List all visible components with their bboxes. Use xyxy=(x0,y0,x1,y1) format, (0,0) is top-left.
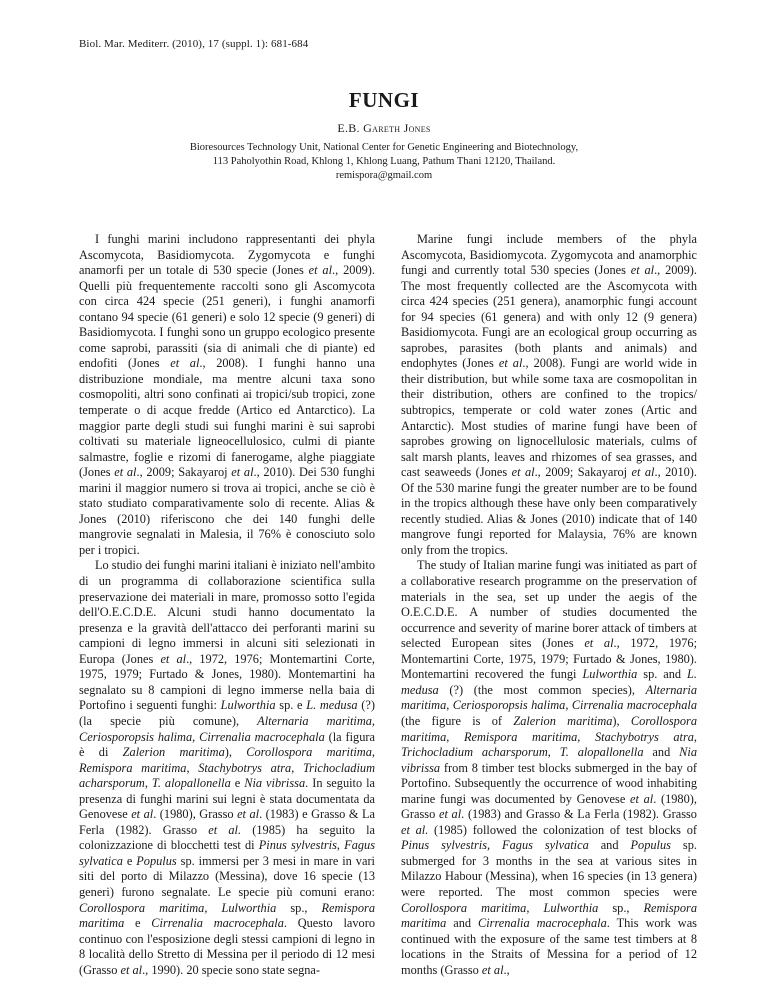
italian-paragraph-2 xyxy=(79,558,375,978)
italic-term: Pinus sylvestris, Fagus sylvatica xyxy=(401,838,589,853)
italic-term: Alternaria maritima xyxy=(401,682,697,713)
italic-term: Lulworthia xyxy=(582,667,638,682)
text-run: e xyxy=(230,776,245,791)
text-run: , xyxy=(371,745,375,760)
italic-term: et al xyxy=(308,263,333,278)
text-run: (la figura è di xyxy=(79,729,375,760)
italic-term: Cirrenalia macrocephala xyxy=(199,729,325,744)
italic-term: et al xyxy=(630,791,654,806)
italic-term: Remispora maritima xyxy=(463,729,578,744)
text-run: ., 2009; Sakayaroj xyxy=(534,465,632,480)
italic-term: et al xyxy=(498,356,523,371)
italic-term: Stachybotrys atra xyxy=(594,729,694,744)
text-run: (the figure is of xyxy=(401,713,514,728)
italic-term: L. medusa xyxy=(401,667,697,697)
text-run: Marine fungi include members of the phyla Ascomycota, Basidiomycota. Zygomycota and anamorphic fungi and currently total 530 species (Jones xyxy=(401,232,697,278)
italic-term: Cirrenalia macrocephala xyxy=(151,916,284,931)
author-line xyxy=(0,121,768,136)
text-run: (?) (la specie più comune), xyxy=(79,698,375,728)
text-run: from 8 timber test blocks submerged in the bay of Portofino. Subsequently the occurrence of wood inhabiting marine fungi was documented by Genovese xyxy=(401,760,697,806)
text-run: , xyxy=(693,729,698,744)
text-run: , xyxy=(186,760,199,775)
italic-term: Nia vibrissa xyxy=(401,745,698,775)
italic-term: Fagus sylvatica xyxy=(79,838,376,868)
italic-term: T. alopallonella xyxy=(151,776,231,791)
author-initials: E.B. xyxy=(337,121,360,135)
text-run: ., 2008). I funghi hanno una distribuzione mondiale, ma mentre alcuni taxa sono cosmopoliti, altri sono confinati ai tropici/sub tropici, zone temperate o di acque fredde (Artico ed Antarctico). La maggior parte degli studi sui funghi marini è sui saprobi coltivati su materiale ligneocellulosico, culmi di piante salmastre, foglie e rizomi di fanerogame, alghe piaggiate (Jones xyxy=(79,356,375,480)
text-run: . (1983) e Grasso & La Ferla (1982). Grasso xyxy=(79,807,375,837)
text-run: ., 2009). Quelli più frequentemente raccolti sono gli Ascomycota con circa 424 specie (251 generi), i funghi anamorfi contano 94 specie (61 generi) e solo 12 specie (9 generi) di Basidiomycota. I funghi sono un gruppo ecologico presente come saprobi, parassiti (sia di animali che di piante) ed endofiti (Jones xyxy=(79,263,375,371)
text-run: , xyxy=(371,713,376,728)
english-column xyxy=(401,232,697,978)
italic-term: Corollospora maritima xyxy=(401,900,527,915)
italic-term: Remispora maritima xyxy=(401,900,697,931)
text-run: . (1980), Grasso xyxy=(153,807,238,822)
italic-term: Remispora maritima xyxy=(79,760,187,775)
text-run: sp. e xyxy=(275,698,307,713)
italic-term: et al. xyxy=(401,822,429,837)
text-run: , xyxy=(526,900,544,915)
text-run: ., xyxy=(503,962,510,977)
italic-term: et al xyxy=(120,962,143,977)
italic-term: T. alopallonella xyxy=(559,745,644,760)
text-run: sp., xyxy=(598,900,644,915)
text-run: I funghi marini includono rappresentanti dei phyla Ascomycota, Basidiomycota. Zygomycota e funghi anamorfi per un totale di 530 specie (Jones xyxy=(79,232,375,278)
text-run: sp. and xyxy=(637,667,688,682)
italic-term: L. medusa xyxy=(306,698,358,713)
italic-term: et al xyxy=(481,962,504,977)
english-paragraph-2 xyxy=(401,558,697,978)
italic-term: Stachybotrys atra xyxy=(198,760,292,775)
italic-term: Corollospora maritima xyxy=(401,713,697,744)
text-run: Lo studio dei funghi marini italiani è iniziato nell'ambito di un programma di collaborazione scientifica sulla preservazione dei materiali in mare, promosso sotto l'egida dell'O.E.C.D.E. Alcuni studi hanno documentato la presenza e la gravità dell'attacco dei perforanti marini su campioni di legno immersi in alcuni siti selezionati in Europa (Jones xyxy=(79,558,375,666)
text-run: . This work was continued with the exposure of the same test timbers at 8 locations in the Straits of Messina for a period of 12 months (Grasso xyxy=(401,916,697,977)
english-paragraph-1 xyxy=(401,232,697,558)
author-email: remispora@gmail.com xyxy=(335,170,433,181)
italic-term: Trichocladium acharsporum xyxy=(401,745,548,760)
italic-term: et al xyxy=(511,465,535,480)
text-run: , xyxy=(565,698,572,713)
text-run: e xyxy=(124,916,152,931)
text-run: ., 2009). The most frequently collected are the Ascomycota with circa 424 species (251 genera), anamorphic fungi account for 94 species (61 genera) and with only 12 (9 genera) Basidiomycota. Fungi are an ecological group occurring as saprobes, parasites (both plants and animals) and endophytes (Jones xyxy=(401,263,697,371)
text-run: and xyxy=(643,745,680,760)
italic-term: et al xyxy=(631,465,655,480)
italic-term: Zalerion maritima xyxy=(122,745,225,760)
italic-term: Ceriosporopsis halima xyxy=(452,698,566,713)
text-run: , xyxy=(204,900,222,915)
text-run: and xyxy=(588,838,631,853)
text-run: ), xyxy=(612,713,631,728)
text-run: ., 1990). 20 specie sono state segna- xyxy=(142,962,321,977)
italic-term: Alternaria maritima xyxy=(257,713,372,728)
italic-term: Lulworthia xyxy=(220,698,276,713)
italic-term: Trichocladium acharsporum xyxy=(79,760,375,791)
italic-term: et al xyxy=(131,807,154,822)
italic-term: Zalerion maritima xyxy=(513,713,613,728)
text-run: , xyxy=(547,745,560,760)
text-run: e xyxy=(122,853,137,868)
text-run: . Questo lavoro continuo con l'esposizione degli stessi campioni di legno in 8 località dello Stretto di Messina per il periodo di 12 mesi (Grasso xyxy=(79,916,375,977)
text-run: ., 2010). Dei 530 funghi marini il maggior numero si trova ai tropici, anche se ciò è stato studiato comparativamente solo di recente. Alias & Jones (2010) riferiscono che dei 140 funghi delle mangrovie segnalati in Malesia, il 76% è conosciuto solo per i tropici. xyxy=(79,465,376,557)
text-run: ., 2008). Fungi are world wide in their distribution, but while some taxa are cosmopolitan in their distribution, others are confined to the tropics/ subtropics, temperate or cold water zones (Artic and Antarctic). Most studies of marine fungi have been of saprobes growing on lignocellulosic materials, culms of salt marsh plants, leaves and rhizomes of sea grasses, and cast seaweeds (Jones xyxy=(401,356,698,480)
italic-term: Nia vibrissa xyxy=(244,776,306,791)
text-run: sp. submerged for 3 months in the sea at various sites in Milazzo Habour (Messina), when 16 species (in 13 genera) were reported. The most common species were xyxy=(401,838,697,899)
text-run: , xyxy=(291,760,303,775)
italic-term: Lulworthia xyxy=(221,900,277,915)
text-run: , xyxy=(446,698,453,713)
italic-term: et al xyxy=(170,356,200,371)
italic-term: et al xyxy=(160,651,187,666)
text-run: ., 2010). Of the 530 marine fungi the greater number are to be found in the tropics although these have only been comparatively recently studied. Alias & Jones (2010) indicate that of 140 mangrove fungi reported for Malaysia, 76% are known only from the tropics. xyxy=(401,465,697,557)
text-run: . In seguito la presenza di funghi marini sui legni è stata documentata da Genovese xyxy=(79,776,376,822)
author-name: Gareth Jones xyxy=(363,121,431,135)
italic-term: Lulworthia xyxy=(543,900,599,915)
italic-term: et al. xyxy=(208,822,242,837)
text-run: (1985) followed the colonization of test blocks of xyxy=(428,822,697,837)
text-run: , xyxy=(577,729,595,744)
text-run: and xyxy=(446,916,478,931)
italic-term: Corollospora maritima xyxy=(79,900,205,915)
text-run: ., 1972, 1976; Montemartini Corte, 1975, 1979; Furtado & Jones, 1980). Montemartini ha segnalato su 8 campioni di legno immerse nella baia di Portofino i seguenti funghi: xyxy=(79,651,376,713)
italic-term: et al xyxy=(584,636,614,651)
text-run: , xyxy=(144,776,152,791)
italic-term: Cirrenalia macrocephala xyxy=(571,698,697,713)
text-run: (?) (the most common species), xyxy=(438,682,646,697)
article-title: FUNGI xyxy=(348,88,420,112)
text-run: (1985) ha seguito la colonizzazione di blocchetti test di xyxy=(79,822,375,853)
italic-term: et al xyxy=(231,465,254,480)
italian-paragraph-1 xyxy=(79,232,375,558)
text-run: , xyxy=(336,838,345,853)
italic-term: et al xyxy=(630,263,655,278)
italian-column xyxy=(79,232,375,978)
italic-term: Populus xyxy=(136,853,177,868)
italic-term: Remispora maritima xyxy=(79,900,375,931)
text-run: , xyxy=(192,729,200,744)
text-run: sp., xyxy=(276,900,322,915)
italic-term: et al xyxy=(237,807,260,822)
running-head: Biol. Mar. Mediterr. (2010), 17 (suppl. 1): 681-684 xyxy=(79,38,309,50)
text-run: . (1983) and Grasso & La Ferla (1982). Grasso xyxy=(461,807,697,822)
italic-term: Ceriosporopsis halima xyxy=(79,729,193,744)
italic-term: Populus xyxy=(630,838,671,853)
text-run: ., 1972, 1976; Montemartini Corte, 1975, 1979; Furtado & Jones, 1980). Montemartini recovered the fungi xyxy=(401,636,698,682)
italic-term: Pinus sylvestris xyxy=(258,838,337,853)
text-run: ), xyxy=(224,745,247,760)
italic-term: et al xyxy=(438,807,462,822)
text-run: sp. immersi per 3 mesi in mare in vari siti del porto di Milazzo (Messina), dove 16 specie (13 generi) furono segnalate. Le specie più comuni erano: xyxy=(79,853,375,899)
italic-term: Corollospora maritima xyxy=(246,745,372,760)
text-run: . (1980), Grasso xyxy=(401,791,697,822)
text-run: , xyxy=(446,729,464,744)
text-run: ., 2009; Sakayaroj xyxy=(136,465,232,480)
italic-term: Cirrenalia macrocephala xyxy=(477,916,607,931)
italic-term: et al xyxy=(114,465,137,480)
affiliation-line-1: Bioresources Technology Unit, National Center for Genetic Engineering and Biotechnology, xyxy=(189,142,579,153)
affiliation-block xyxy=(0,141,768,183)
text-run: The study of Italian marine fungi was initiated as part of a collaborative research programme on the preservation of materials in the sea, set up under the aegis of the O.E.C.D.E. A number of studies documented the occurrence and severity of marine borer attack of timbers at selected European sites (Jones xyxy=(401,558,697,651)
affiliation-line-2: 113 Paholyothin Road, Khlong 1, Khlong Luang, Pathum Thani 12120, Thailand. xyxy=(212,156,556,167)
